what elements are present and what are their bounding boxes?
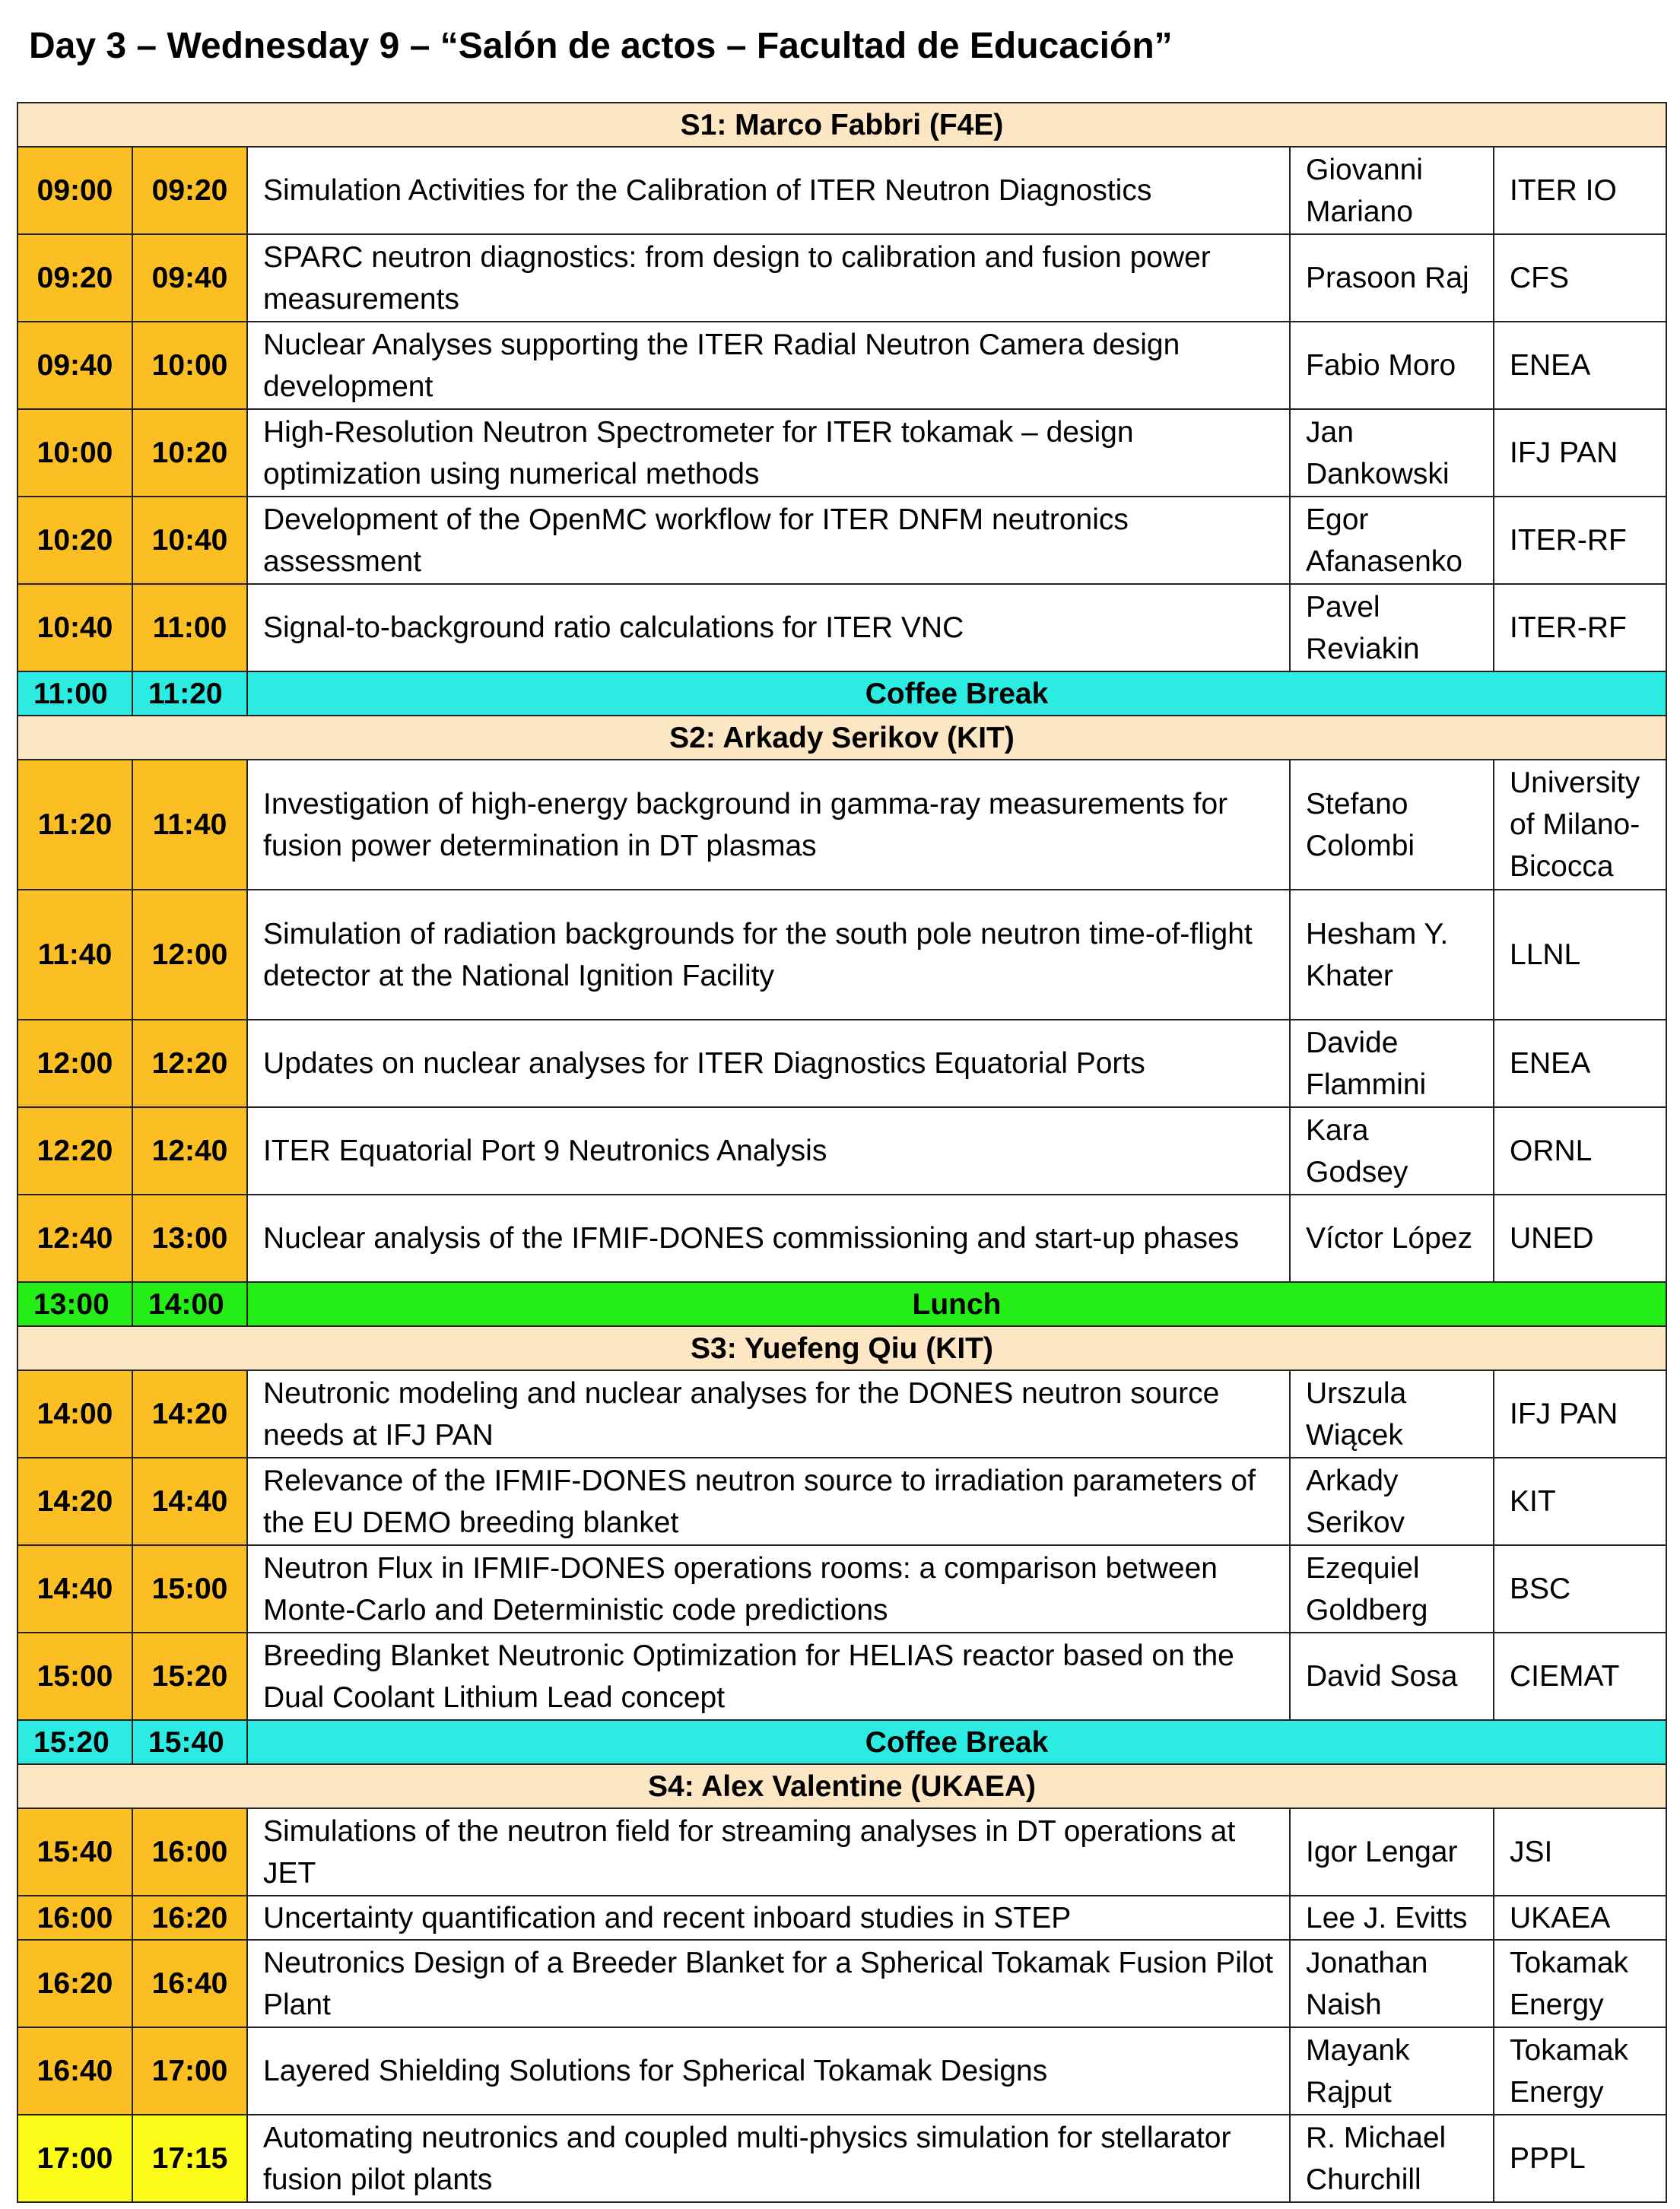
- speaker-name: Víctor López: [1290, 1195, 1494, 1282]
- talk-row: [17, 234, 1666, 322]
- start-time: 14:20: [17, 1458, 132, 1545]
- end-time: 14:40: [132, 1458, 247, 1545]
- coffee-break-row: [17, 671, 1666, 716]
- talk-title: Nuclear analysis of the IFMIF-DONES commissioning and start-up phases: [247, 1195, 1290, 1282]
- page-title: Day 3 – Wednesday 9 – “Salón de actos – Facultad de Educación”: [29, 26, 1173, 66]
- start-time: 11:00: [17, 671, 132, 716]
- start-time: 12:20: [17, 1107, 132, 1195]
- start-time: 11:40: [17, 890, 132, 1020]
- talk-row: [17, 890, 1666, 1020]
- talk-row: [17, 1940, 1666, 2027]
- speaker-name: Pavel Reviakin: [1290, 584, 1494, 671]
- talk-row: [17, 1896, 1666, 1940]
- speaker-affiliation: ITER IO: [1494, 147, 1666, 234]
- end-time: 10:20: [132, 409, 247, 497]
- talk-row: [17, 409, 1666, 497]
- speaker-name: R. Michael Churchill: [1290, 2115, 1494, 2202]
- end-time: 10:40: [132, 497, 247, 584]
- end-time: 17:15: [132, 2115, 247, 2202]
- start-time: 10:40: [17, 584, 132, 671]
- start-time: 13:00: [17, 1282, 132, 1326]
- end-time: 16:40: [132, 1940, 247, 2027]
- speaker-affiliation: University of Milano-Bicocca: [1494, 760, 1666, 890]
- talk-title: Simulations of the neutron field for streaming analyses in DT operations at JET: [247, 1808, 1290, 1896]
- speaker-affiliation: CIEMAT: [1494, 1633, 1666, 1720]
- talk-title: SPARC neutron diagnostics: from design to calibration and fusion power measurements: [247, 234, 1290, 322]
- speaker-affiliation: CFS: [1494, 234, 1666, 322]
- start-time: 17:00: [17, 2115, 132, 2202]
- talk-title: Simulation of radiation backgrounds for the south pole neutron time-of-flight detector at the National Ignition Facility: [247, 890, 1290, 1020]
- talk-title: Nuclear Analyses supporting the ITER Radial Neutron Camera design development: [247, 322, 1290, 409]
- session-chair: S1: Marco Fabbri (F4E): [17, 103, 1666, 147]
- talk-title: Neutronics Design of a Breeder Blanket for a Spherical Tokamak Fusion Pilot Plant: [247, 1940, 1290, 2027]
- speaker-affiliation: Tokamak Energy: [1494, 1940, 1666, 2027]
- talk-row: [17, 1808, 1666, 1896]
- talk-row: [17, 322, 1666, 409]
- start-time: 16:40: [17, 2027, 132, 2115]
- start-time: 16:20: [17, 1940, 132, 2027]
- speaker-affiliation: IFJ PAN: [1494, 1370, 1666, 1458]
- schedule-table: [17, 102, 1667, 2203]
- speaker-name: Fabio Moro: [1290, 322, 1494, 409]
- start-time: 12:40: [17, 1195, 132, 1282]
- talk-title: Automating neutronics and coupled multi-physics simulation for stellarator fusion pilot plants: [247, 2115, 1290, 2202]
- break-label: Coffee Break: [247, 1720, 1666, 1764]
- talk-title: ITER Equatorial Port 9 Neutronics Analysis: [247, 1107, 1290, 1195]
- speaker-affiliation: IFJ PAN: [1494, 409, 1666, 497]
- speaker-name: Mayank Rajput: [1290, 2027, 1494, 2115]
- end-time: 13:00: [132, 1195, 247, 1282]
- speaker-affiliation: ITER-RF: [1494, 584, 1666, 671]
- talk-title: Neutron Flux in IFMIF-DONES operations rooms: a comparison between Monte-Carlo and Deterministic code predictions: [247, 1545, 1290, 1633]
- start-time: 14:00: [17, 1370, 132, 1458]
- end-time: 09:20: [132, 147, 247, 234]
- speaker-affiliation: ORNL: [1494, 1107, 1666, 1195]
- talk-row: [17, 1633, 1666, 1720]
- speaker-name: David Sosa: [1290, 1633, 1494, 1720]
- session-chair: S4: Alex Valentine (UKAEA): [17, 1764, 1666, 1808]
- start-time: 11:20: [17, 760, 132, 890]
- speaker-name: Arkady Serikov: [1290, 1458, 1494, 1545]
- speaker-affiliation: LLNL: [1494, 890, 1666, 1020]
- speaker-affiliation: ENEA: [1494, 322, 1666, 409]
- talk-row: [17, 1545, 1666, 1633]
- lunch-row: [17, 1282, 1666, 1326]
- end-time: 09:40: [132, 234, 247, 322]
- session-header-row: [17, 1764, 1666, 1808]
- speaker-name: Davide Flammini: [1290, 1020, 1494, 1107]
- speaker-name: Ezequiel Goldberg: [1290, 1545, 1494, 1633]
- talk-row: [17, 1458, 1666, 1545]
- start-time: 12:00: [17, 1020, 132, 1107]
- speaker-name: Kara Godsey: [1290, 1107, 1494, 1195]
- speaker-affiliation: ITER-RF: [1494, 497, 1666, 584]
- end-time: 16:00: [132, 1808, 247, 1896]
- end-time: 12:40: [132, 1107, 247, 1195]
- speaker-name: Hesham Y. Khater: [1290, 890, 1494, 1020]
- end-time: 15:00: [132, 1545, 247, 1633]
- end-time: 11:00: [132, 584, 247, 671]
- talk-title: Simulation Activities for the Calibration of ITER Neutron Diagnostics: [247, 147, 1290, 234]
- start-time: 15:00: [17, 1633, 132, 1720]
- talk-title: Signal-to-background ratio calculations for ITER VNC: [247, 584, 1290, 671]
- talk-row: [17, 760, 1666, 890]
- speaker-affiliation: JSI: [1494, 1808, 1666, 1896]
- end-time: 14:20: [132, 1370, 247, 1458]
- speaker-name: Igor Lengar: [1290, 1808, 1494, 1896]
- talk-row: [17, 1195, 1666, 1282]
- lunch-label: Lunch: [247, 1282, 1666, 1326]
- speaker-affiliation: UNED: [1494, 1195, 1666, 1282]
- speaker-name: Stefano Colombi: [1290, 760, 1494, 890]
- end-time: 14:00: [132, 1282, 247, 1326]
- start-time: 09:40: [17, 322, 132, 409]
- start-time: 10:20: [17, 497, 132, 584]
- talk-title: Layered Shielding Solutions for Spherical Tokamak Designs: [247, 2027, 1290, 2115]
- start-time: 16:00: [17, 1896, 132, 1940]
- talk-row: [17, 1107, 1666, 1195]
- talk-title: Development of the OpenMC workflow for ITER DNFM neutronics assessment: [247, 497, 1290, 584]
- speaker-affiliation: UKAEA: [1494, 1896, 1666, 1940]
- speaker-name: Jonathan Naish: [1290, 1940, 1494, 2027]
- speaker-affiliation: PPPL: [1494, 2115, 1666, 2202]
- end-time: 15:20: [132, 1633, 247, 1720]
- talk-title: Neutronic modeling and nuclear analyses for the DONES neutron source needs at IFJ PAN: [247, 1370, 1290, 1458]
- speaker-name: Urszula Wiącek: [1290, 1370, 1494, 1458]
- talk-title: Breeding Blanket Neutronic Optimization for HELIAS reactor based on the Dual Coolant Lithium Lead concept: [247, 1633, 1290, 1720]
- session-header-row: [17, 103, 1666, 147]
- end-time: 10:00: [132, 322, 247, 409]
- end-time: 12:20: [132, 1020, 247, 1107]
- start-time: 14:40: [17, 1545, 132, 1633]
- speaker-name: Prasoon Raj: [1290, 234, 1494, 322]
- speaker-affiliation: ENEA: [1494, 1020, 1666, 1107]
- talk-row: [17, 2027, 1666, 2115]
- session-header-row: [17, 716, 1666, 760]
- talk-row: [17, 1370, 1666, 1458]
- start-time: 10:00: [17, 409, 132, 497]
- start-time: 09:20: [17, 234, 132, 322]
- coffee-break-row: [17, 1720, 1666, 1764]
- end-time: 12:00: [132, 890, 247, 1020]
- start-time: 15:20: [17, 1720, 132, 1764]
- start-time: 15:40: [17, 1808, 132, 1896]
- talk-title: Uncertainty quantification and recent inboard studies in STEP: [247, 1896, 1290, 1940]
- talk-title: High-Resolution Neutron Spectrometer for ITER tokamak – design optimization using numerical methods: [247, 409, 1290, 497]
- speaker-name: Lee J. Evitts: [1290, 1896, 1494, 1940]
- speaker-name: Giovanni Mariano: [1290, 147, 1494, 234]
- talk-row: [17, 2115, 1666, 2202]
- talk-title: Investigation of high-energy background in gamma-ray measurements for fusion power determination in DT plasmas: [247, 760, 1290, 890]
- end-time: 17:00: [132, 2027, 247, 2115]
- end-time: 11:40: [132, 760, 247, 890]
- speaker-name: Egor Afanasenko: [1290, 497, 1494, 584]
- talk-row: [17, 584, 1666, 671]
- end-time: 15:40: [132, 1720, 247, 1764]
- start-time: 09:00: [17, 147, 132, 234]
- break-label: Coffee Break: [247, 671, 1666, 716]
- end-time: 11:20: [132, 671, 247, 716]
- end-time: 16:20: [132, 1896, 247, 1940]
- session-header-row: [17, 1326, 1666, 1370]
- talk-row: [17, 497, 1666, 584]
- talk-title: Updates on nuclear analyses for ITER Diagnostics Equatorial Ports: [247, 1020, 1290, 1107]
- speaker-affiliation: Tokamak Energy: [1494, 2027, 1666, 2115]
- talk-title: Relevance of the IFMIF-DONES neutron source to irradiation parameters of the EU DEMO breeding blanket: [247, 1458, 1290, 1545]
- session-chair: S3: Yuefeng Qiu (KIT): [17, 1326, 1666, 1370]
- speaker-affiliation: BSC: [1494, 1545, 1666, 1633]
- speaker-name: Jan Dankowski: [1290, 409, 1494, 497]
- session-chair: S2: Arkady Serikov (KIT): [17, 716, 1666, 760]
- talk-row: [17, 147, 1666, 234]
- talk-row: [17, 1020, 1666, 1107]
- speaker-affiliation: KIT: [1494, 1458, 1666, 1545]
